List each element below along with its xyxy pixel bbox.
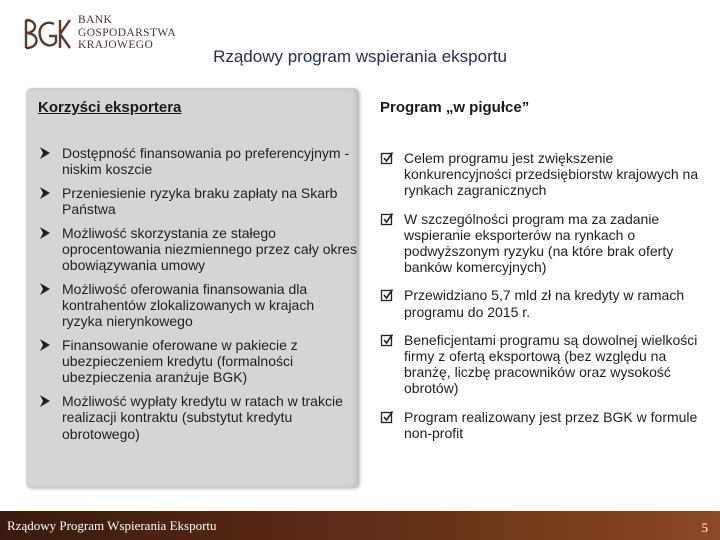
checkbox-bullet-icon	[380, 288, 396, 302]
logo-line-bank: BANK	[78, 14, 113, 26]
arrow-bullet-icon	[38, 394, 54, 408]
list-item: Możliwość oferowania finansowania dla kontrahentów zlokalizowanych w krajach ryzyka nierynkowego	[38, 281, 358, 330]
checkbox-bullet-icon	[380, 212, 396, 226]
list-item: Przeniesienie ryzyka braku zapłaty na Skarb Państwa	[38, 185, 358, 217]
list-item: Przewidziano 5,7 mld zł na kredyty w ramach programu do 2015 r.	[380, 287, 710, 319]
arrow-bullet-icon	[38, 186, 54, 200]
list-item: Program realizowany jest przez BGK w formule non-profit	[380, 409, 710, 441]
benefits-list	[38, 145, 358, 449]
logo-line-gospodarstwa: GOSPODARSTWA	[78, 26, 177, 39]
list-item: Możliwość skorzystania ze stałego oprocentowania niezmiennego przez cały okres obowiązywania umowy	[38, 225, 358, 274]
arrow-bullet-icon	[38, 282, 54, 296]
list-item: Beneficjentami programu są dowolnej wielkości firmy z ofertą eksportową (bez względu na branżę, liczbę pracowników oraz wysokość obrotów)	[380, 332, 710, 397]
checkbox-bullet-icon	[380, 410, 396, 424]
list-item: Dostępność finansowania po preferencyjnym - niskim koszcie	[38, 145, 358, 177]
list-item: Celem programu jest zwiększenie konkurencyjności przedsiębiorstw krajowych na rynkach zagranicznych	[380, 150, 710, 199]
right-heading: Program „w pigułce”	[380, 99, 530, 116]
logo-text	[78, 14, 176, 52]
list-item: Możliwość wypłaty kredytu w ratach w trakcie realizacji kontraktu (substytut kredytu obrotowego)	[38, 393, 358, 442]
footer-title: Rządowy Program Wspierania Eksportu	[7, 518, 217, 533]
list-item: W szczególności program ma za zadanie wspieranie eksporterów na rynkach o podwyższonym ryzyku (na które brak oferty banków komercyjnych)	[380, 211, 710, 276]
checkbox-bullet-icon	[380, 151, 396, 165]
left-heading: Korzyści eksportera	[38, 99, 182, 116]
arrow-bullet-icon	[38, 338, 54, 352]
footer-bar	[0, 511, 720, 540]
page-number: 5	[701, 520, 708, 535]
checkbox-bullet-icon	[380, 333, 396, 347]
program-summary-list	[380, 150, 710, 453]
logo-line-krajowego: KRAJOWEGO	[78, 39, 154, 51]
list-item: Finansowanie oferowane w pakiecie z ubezpieczeniem kredytu (formalności ubezpieczenia aranżuje BGK)	[38, 337, 358, 386]
arrow-bullet-icon	[38, 146, 54, 160]
slide-title: Rządowy program wspierania eksportu	[213, 47, 507, 66]
arrow-bullet-icon	[38, 226, 54, 240]
